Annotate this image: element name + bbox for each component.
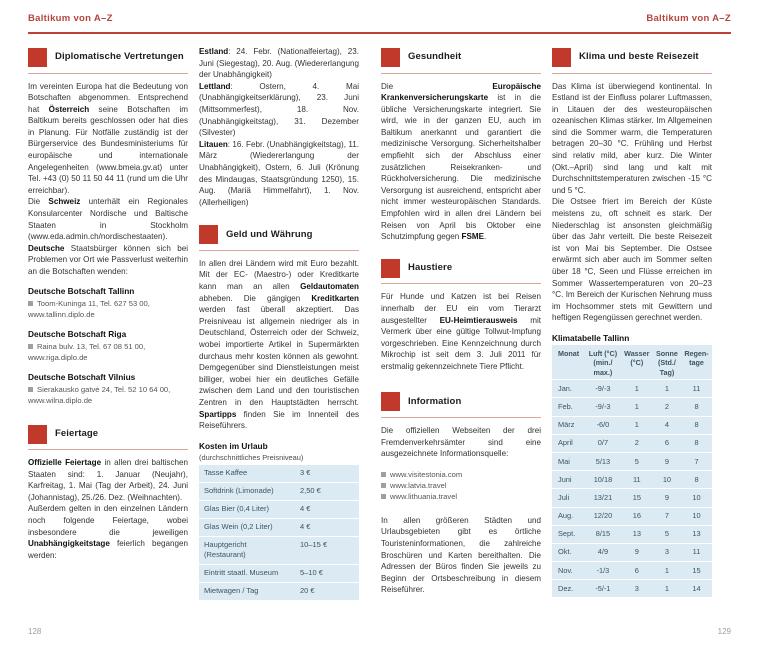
cell-wasser: 11 [621, 471, 653, 489]
section-marker-icon [28, 425, 47, 444]
square-bullet-icon [381, 494, 386, 499]
section-header [28, 48, 188, 70]
cell-wasser: 5 [621, 452, 653, 470]
bold-fsme: FSME [461, 232, 485, 242]
square-bullet-icon [381, 483, 386, 488]
table-row [552, 471, 712, 489]
embassy-website[interactable]: www.wilna.diplo.de [28, 395, 93, 405]
header-line-2: (Std./ [657, 358, 676, 368]
table-row [552, 489, 712, 507]
text-run: finden Sie im Innenteil des Reiseführers. [199, 409, 359, 431]
bold-geldautomaten: Geldautomaten [300, 282, 359, 291]
section-rule [381, 73, 541, 74]
price-value: 5–10 € [295, 564, 359, 582]
holiday-litauen [199, 139, 359, 209]
text-run: ist in die übliche Versicherungskarte integriert. Sie wird, wie in der ganzen EU, auch im Baltikum anerkannt und garantiert die medizinische Versorgung. Sicherheitshalber empfiehlt sich der Abschluss einer zusätzlichen Reisekranken- und Rückholversicherung. Die medizinische Versorgung ist ausreichend, entspricht aber nicht immer westeuropäischen Standards. Empfohlen wird in allen drei Ländern bei Reisen von April bis Oktober eine Schutzimpfung gegen [381, 93, 541, 242]
cell-regentage: 10 [681, 489, 712, 507]
column-4 [552, 46, 712, 608]
section-marker-icon [381, 392, 400, 411]
column-header-monat [552, 345, 585, 380]
cell-regentage: 14 [692, 583, 701, 593]
section-header [381, 392, 541, 414]
embassy-address: Raina bulv. 13, Tel. 67 08 51 00, [37, 341, 146, 351]
embassy-address-line [28, 384, 188, 395]
text-run: : Ostern, 4. Mai (Unabhängigkeitserklärung), 23. Juni (Mittsommerfest), 18. Nov. (Unabhängigkeitstag), 31. Dezember (Silvester) [199, 81, 359, 138]
cell-luft: 10/18 [585, 471, 621, 489]
price-item: Glas Bier (0,4 Liter) [199, 500, 295, 518]
table-row [552, 507, 712, 525]
price-item: Tasse Kaffee [199, 465, 295, 483]
section-header [381, 259, 541, 281]
section-marker-icon [552, 48, 571, 67]
table-row [552, 562, 712, 580]
column-1 [28, 46, 188, 608]
text-run: Im vereinten Europa hat die Bedeutung von Botschaften abgenommen. Entsprechend hat [28, 81, 188, 114]
gutter [188, 46, 199, 608]
section-title: Diplomatische Vertretungen [55, 51, 184, 63]
section-title: Information [408, 395, 462, 407]
list-item[interactable] [381, 469, 541, 480]
page-number-right: 129 [717, 627, 731, 636]
column-header-luft [585, 345, 621, 380]
embassy-name: Deutsche Botschaft Riga [28, 328, 127, 339]
cell-luft: -5/-1 [595, 583, 611, 593]
cell-luft: -6/0 [585, 416, 621, 434]
section-diplomatic-vertretungen [28, 48, 188, 74]
page-footer [0, 608, 759, 648]
table-row [552, 580, 712, 598]
embassy-entry-riga [28, 329, 188, 363]
country-label: Litauen [199, 139, 228, 149]
text-run: unterhält ein Regionales Konsularcenter Nordische und Baltische Staaten in Stockholm (www.eda.admin.ch/nordischestaaten). [28, 197, 188, 242]
price-value: 4 € [295, 500, 359, 518]
cell-monat: Juni [552, 471, 585, 489]
embassy-address: Toom-Kuninga 11, Tel. 627 53 00, [37, 298, 150, 308]
section-rule [28, 73, 188, 74]
tourism-website[interactable]: www.lithuania.travel [390, 491, 458, 501]
header-line-3: max.) [593, 367, 613, 377]
table-row [199, 564, 359, 582]
section-gesundheit [381, 48, 541, 74]
text-run: mit Vermerk über eine gültige Tollwut-Impfung vorgeschrieben. Eine Kennzeichnung durch Mikrochip ist seit dem 3. Juli 2011 für erstmalig gekennzeichnete Tiere Pflicht. [381, 315, 541, 371]
section-marker-icon [199, 225, 218, 244]
paragraph-money [199, 258, 359, 432]
cell-regentage: 15 [681, 562, 712, 580]
cell-wasser: 1 [621, 380, 653, 398]
cell-sonne: 9 [653, 489, 681, 507]
text-run: Staatsbürger können sich bei Problemen vor Ort wie Passverlust weiterhin an die Botschaften wenden: [28, 243, 188, 276]
cell-sonne: 3 [653, 543, 681, 561]
embassy-name: Deutsche Botschaft Vilnius [28, 371, 136, 382]
cell-wasser: 1 [621, 398, 653, 416]
text-run: . [484, 232, 487, 242]
text-run: feierlich begangen werden: [28, 539, 188, 560]
cell-regentage: 7 [681, 452, 712, 470]
spacer [381, 460, 541, 469]
section-marker-icon [381, 48, 400, 67]
bold-offizielle-feiertage: Offizielle Feiertage [28, 458, 102, 468]
cell-luft: 12/20 [585, 507, 621, 525]
section-header [381, 48, 541, 70]
cell-regentage: 8 [681, 434, 712, 452]
spacer [28, 278, 188, 286]
section-title: Feiertage [55, 427, 99, 439]
cell-luft: 5/13 [585, 452, 621, 470]
cell-monat: Nov. [552, 562, 585, 580]
cell-luft: 4/9 [585, 543, 621, 561]
column-2 [199, 46, 359, 608]
price-table [199, 465, 359, 600]
cell-luft: -9/-3 [585, 398, 621, 416]
price-table-caption: (durchschnittliches Preisniveau) [199, 452, 304, 462]
cell-sonne: 5 [653, 525, 681, 543]
price-value: 3 € [295, 465, 359, 483]
bold-eu-heimtierausweis: EU-Heimtierausweis [439, 315, 518, 325]
cell-regentage: 11 [681, 543, 712, 561]
paragraph-information-2: In allen größeren Städten und Urlaubsgebieten gibt es örtliche Touristeninformationen, die zahlreiche Broschüren und Karten bereithalten. Die Adressen der Büros finden Sie jeweils zu Beginn der Ortsbeschreibung in diesem Reiseführer. [381, 515, 541, 595]
paragraph-information-1: Die offiziellen Webseiten der drei Fremdenverkehrsämter sind eine ausgezeichnete Informationsquelle: [381, 425, 541, 459]
climate-table-head [552, 345, 712, 380]
cell-wasser: 1 [621, 416, 653, 434]
bold-spartipps: Spartipps [199, 409, 237, 419]
text-run: Außerdem gelten in den einzelnen Ländern noch folgende Feiertage, wobei insbesondere die jeweiligen [28, 504, 188, 537]
cell-monat: Feb. [552, 398, 585, 416]
header-line-1: Sonne [655, 348, 678, 358]
cell-regentage: 11 [681, 380, 712, 398]
cell-sonne: 10 [653, 471, 681, 489]
section-title: Haustiere [408, 262, 453, 274]
paragraph-holidays-1 [28, 457, 188, 503]
cell-sonne: 4 [653, 416, 681, 434]
column-header-regentage [681, 345, 712, 380]
running-head-left: Baltikum von A–Z [28, 13, 113, 24]
table-row [552, 525, 712, 543]
list-item[interactable] [381, 491, 541, 502]
cell-sonne: 9 [653, 452, 681, 470]
section-header [199, 225, 359, 247]
climate-table-title: Klimatabelle Tallinn [552, 332, 630, 343]
table-row [199, 500, 359, 518]
header-line-1: Luft (°C) [588, 348, 618, 358]
cell-wasser: 9 [621, 543, 653, 561]
cell-monat: Juli [552, 489, 585, 507]
tourism-website[interactable]: www.visitestonia.com [390, 469, 463, 479]
climate-table [552, 345, 712, 597]
cell-monat: Jan. [552, 380, 585, 398]
price-value: 2,50 € [295, 482, 359, 500]
text-run: werden fast überall akzeptiert. Das Preisniveau ist allgemein niedriger als in Deutschland, Österreich oder der Schweiz, wobei importierte Artikel in Supermärkten durchaus mehr kosten können als gewohnt. Demgegenüber sind Dienstleistungen meist billiger, wobei hier ein deutliches Gefälle zwischen dem Land und den touristischen Zentren in den Hauptstädten herrscht. [199, 305, 359, 407]
cell-sonne: 1 [653, 380, 681, 398]
text-run: in allen drei baltischen Staaten sind: 1. Januar (Neujahr), Karfreitag, 1. Mai (Tag der Arbeit), 24. Juni (Johannistag), 25./26. Dez. (Weihnachten). [28, 458, 188, 502]
bold-deutsche: Deutsche [28, 243, 65, 253]
paragraph-climate-1: Das Klima ist überwiegend kontinental. In Estland ist der Einfluss polarer Luftmassen, in Litauen der des westeuropäischen ozeanischen Klimas stärker. Im Allgemeinen sind die Sommer warm, die Temperaturen betragen 20–30 °C. Frühling und Herbst sind relativ mild, aber kurz. Die Winter (Okt.–April) sind lang und kalt mit Durchschnittstemperaturen zwischen -15 °C und 5 °C. [552, 81, 712, 195]
section-marker-icon [381, 259, 400, 278]
embassy-website[interactable]: www.tallinn.diplo.de [28, 309, 95, 319]
cell-monat: Mai [552, 452, 585, 470]
cell-regentage: 8 [681, 416, 712, 434]
square-bullet-icon [28, 301, 33, 306]
cell-sonne: 1 [664, 583, 669, 593]
section-geld-und-waehrung [199, 225, 359, 251]
spacer [381, 372, 541, 390]
text-run: : 16. Febr. (Unabhängigkeitstag), 11. März (Wiedererlangung der Unabhängigkeit), Ostern, 6. Juli (Krönung des Mindaugas, Staatsgründung 1250), 15. Aug. (Mariä Himmelfahrt), 1. Nov. (Allerheiligen) [199, 139, 359, 207]
spacer [28, 406, 188, 423]
running-head-right: Baltikum von A–Z [646, 13, 731, 24]
cell-wasser: 2 [621, 434, 653, 452]
section-header [28, 425, 188, 447]
bold-schweiz: Schweiz [48, 197, 81, 207]
price-item: Hauptgericht (Restaurant) [199, 536, 295, 564]
cell-sonne: 7 [653, 507, 681, 525]
section-title: Gesundheit [408, 51, 462, 63]
holiday-lettland [199, 81, 359, 139]
section-rule [28, 449, 188, 450]
cell-sonne: 6 [653, 434, 681, 452]
text-run: seine Botschaften im Baltikum bereits geschlossen oder hat dies in Planung. Für Notfälle zuständig ist der Bürgerservice des Bundesministeriums für europäische und internationale Angelegenheiten (www.bmeia.gv.at) unter Tel. +43 (0) 50 11 50 44 11 (rund um die Uhr erreichbar). [28, 104, 188, 195]
holiday-estland [199, 46, 359, 81]
bold-oesterreich: Österreich [48, 104, 90, 114]
spacer [381, 243, 541, 257]
cell-monat: März [552, 416, 585, 434]
embassy-address: Sierakausko gatvė 24, Tel. 52 10 64 00, [37, 384, 171, 394]
gutter [541, 46, 552, 608]
cell-wasser: 15 [621, 489, 653, 507]
paragraph-diplomatic-3 [28, 243, 188, 278]
header-line-2: (min./ [593, 358, 613, 368]
section-rule [199, 250, 359, 251]
price-value: 10–15 € [295, 536, 359, 564]
cell-wasser: 16 [621, 507, 653, 525]
price-item: Eintritt staatl. Museum [199, 564, 295, 582]
text-run: Die [381, 81, 493, 91]
column-header-sonne [653, 345, 681, 380]
embassy-entry-tallinn [28, 286, 188, 320]
header-rule [28, 32, 731, 34]
paragraph-holidays-2 [28, 503, 188, 561]
column-header-wasser [621, 345, 653, 380]
bold-unabhaengigkeitstage: Unabhängigkeitstage [28, 539, 110, 549]
cell-monat: April [552, 434, 585, 452]
embassy-address-line [28, 298, 188, 309]
cell-monat: Sept. [552, 525, 585, 543]
cell-luft: -9/-3 [585, 380, 621, 398]
table-row [552, 434, 712, 452]
text-run: Die [28, 197, 49, 207]
cell-regentage: 13 [681, 525, 712, 543]
section-rule [552, 73, 712, 74]
square-bullet-icon [28, 387, 33, 392]
section-header [552, 48, 712, 70]
text-run: Für Hunde und Katzen ist bei Reisen innerhalb der EU ein vom Tierarzt ausgestellter [381, 292, 541, 325]
paragraph-diplomatic-2 [28, 196, 188, 242]
text-run: : 24. Febr. (Nationalfeiertag), 23. Juni (Siegestag), 20. Aug. (Wiedererlangung der Unabhängigkeit) [199, 47, 359, 80]
cell-monat: Okt. [552, 543, 585, 561]
embassy-website[interactable]: www.riga.diplo.de [28, 352, 88, 362]
section-klima-und-beste-reisezeit [552, 48, 712, 74]
header-line-1: Regen- [684, 348, 709, 358]
cell-luft: 8/15 [585, 525, 621, 543]
cell-luft: 0/7 [585, 434, 621, 452]
price-item: Glas Wein (0,2 Liter) [199, 518, 295, 536]
table-row [199, 482, 359, 500]
price-table-body [199, 465, 359, 600]
header-line-2: tage [689, 358, 704, 368]
cell-wasser: 6 [621, 562, 653, 580]
text-run: abheben. Die gängigen [199, 293, 312, 303]
list-item[interactable] [381, 480, 541, 491]
cell-sonne: 1 [653, 562, 681, 580]
square-bullet-icon [381, 472, 386, 477]
spine-gutter [359, 46, 381, 608]
cell-regentage: 10 [681, 507, 712, 525]
section-rule [381, 417, 541, 418]
header-line-1: Wasser [624, 348, 650, 358]
cell-monat: Dez. [558, 583, 574, 593]
section-title: Geld und Währung [226, 228, 313, 240]
section-feiertage [28, 425, 188, 451]
header-line-1: Monat [558, 348, 580, 358]
price-table-title: Kosten im Urlaub [199, 440, 268, 451]
tourism-website[interactable]: www.latvia.travel [390, 480, 447, 490]
section-title: Klima und beste Reisezeit [579, 51, 699, 63]
section-information [381, 392, 541, 418]
country-label: Lettland [199, 81, 231, 91]
table-row [552, 398, 712, 416]
column-3 [381, 46, 541, 608]
climate-table-body [552, 380, 712, 598]
paragraph-diplomatic-1 [28, 81, 188, 197]
spacer [381, 502, 541, 515]
cell-regentage: 8 [681, 398, 712, 416]
cell-luft: -1/3 [585, 562, 621, 580]
header-line-3: Tag) [659, 367, 675, 377]
running-head [0, 0, 759, 38]
column-container [0, 38, 759, 608]
page-number-left: 128 [28, 627, 42, 636]
table-row [552, 416, 712, 434]
cell-luft: 13/21 [585, 489, 621, 507]
table-row [199, 536, 359, 564]
cell-regentage: 8 [681, 471, 712, 489]
section-rule [381, 283, 541, 284]
cell-wasser: 13 [621, 525, 653, 543]
price-value: 20 € [300, 586, 315, 596]
embassy-address-line [28, 341, 188, 352]
paragraph-climate-2: Die Ostsee friert im Bereich der Küste meistens zu, oft schneit es stark. Der Niederschlag ist ansonsten gleichmäßig über das Jahr verteilt. Die beste Reisezeit ist von Mai bis September. Die Ostsee erwärmt sich aber auch im Sommer selten über 18 °C, Seen und Flüsse erreichen im Sommer Wassertemperaturen von 20–23 °C. Im Bereich der Kurischen Nehrung muss im Hochsommer stets mit Gewittern und heftigen Regengüssen gerechnet werden. [552, 197, 712, 323]
table-row [199, 465, 359, 483]
paragraph-pets [381, 291, 541, 372]
bold-kreditkarten: Kreditkarten [311, 293, 359, 303]
country-label: Estland [199, 47, 229, 56]
table-row [552, 543, 712, 561]
table-header-row [552, 345, 712, 380]
text-run: In allen drei Ländern wird mit Euro bezahlt. Mit der EC- (Maestro-) oder Kreditkarte kann man an allen [199, 258, 359, 291]
table-row [199, 518, 359, 536]
embassy-name: Deutsche Botschaft Tallinn [28, 285, 135, 296]
bold-krankenversicherungskarte: Europäische Krankenversicherungskarte [381, 81, 541, 103]
cell-wasser: 3 [634, 583, 639, 593]
square-bullet-icon [28, 344, 33, 349]
price-item: Mietwagen / Tag [204, 586, 259, 596]
table-row [552, 452, 712, 470]
spacer [199, 208, 359, 223]
section-haustiere [381, 259, 541, 285]
cell-monat: Aug. [552, 507, 585, 525]
embassy-entry-vilnius [28, 372, 188, 406]
price-value: 4 € [295, 518, 359, 536]
table-row [552, 380, 712, 398]
table-row [199, 582, 359, 600]
cell-sonne: 2 [653, 398, 681, 416]
paragraph-health [381, 81, 541, 243]
header-line-2: (°C) [630, 358, 644, 368]
price-item: Softdrink (Limonade) [199, 482, 295, 500]
section-marker-icon [28, 48, 47, 67]
